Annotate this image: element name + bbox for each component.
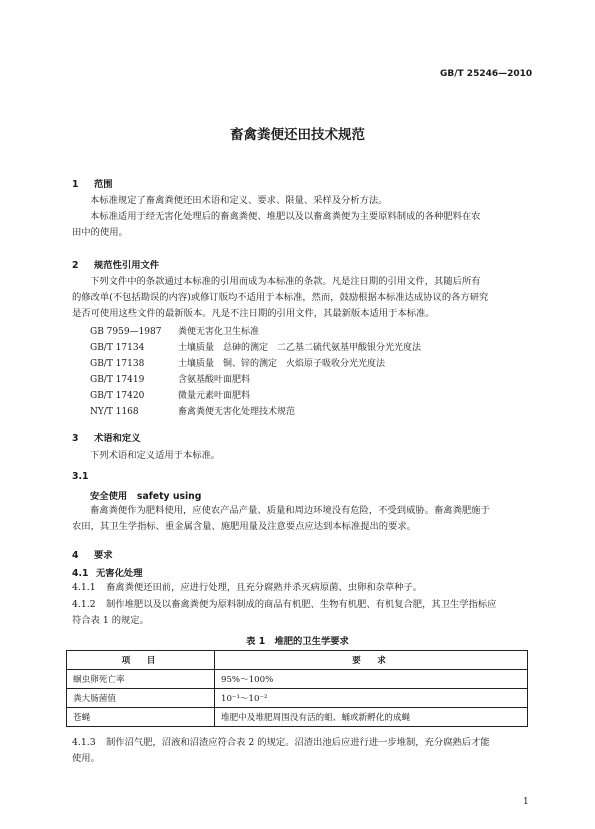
reference-name: 含氨基酸叶面肥料 bbox=[178, 375, 251, 385]
clause-4-1-1-line bbox=[72, 580, 422, 596]
table-cell-requirement: 10⁻¹～10⁻² bbox=[215, 689, 528, 708]
section-3-heading bbox=[72, 430, 141, 444]
table-header-row bbox=[67, 651, 528, 670]
clause-4-1-3-line-2: 使用。 bbox=[72, 753, 100, 764]
section-1-para-1: 本标准规定了畜禽粪便还田术语和定义、要求、限量、采样及分析方法。 bbox=[90, 195, 388, 206]
section-1-heading bbox=[72, 176, 113, 190]
section-2-intro-line-2: 的修改单(不包括勘误的内容)或修订版均不适用于本标准，然而，鼓励根据本标准达成协议的各方研究 bbox=[72, 292, 489, 303]
clause-4-1-2-text: 制作堆肥以及以畜禽粪便为原料制成的商品有机肥、生物有机肥、有机复合肥，其卫生学指标应 bbox=[106, 599, 497, 610]
term-english: safety using bbox=[136, 491, 202, 502]
table-cell-requirement: 95%～100% bbox=[215, 670, 528, 689]
term-chinese: 安全使用 bbox=[90, 491, 128, 502]
table-row bbox=[67, 708, 528, 727]
reference-item bbox=[90, 372, 421, 388]
section-1-body bbox=[72, 193, 480, 241]
clause-4-1-3 bbox=[72, 735, 490, 767]
table-cell-item: 苍蝇 bbox=[67, 708, 215, 727]
section-1-number: 1 bbox=[72, 179, 79, 190]
subsection-4-1-title: 无害化处理 bbox=[96, 568, 143, 579]
reference-item bbox=[90, 404, 421, 420]
term-number: 3.1 bbox=[72, 471, 89, 482]
reference-code: GB/T 17138 bbox=[90, 359, 145, 369]
section-2-title: 规范性引用文件 bbox=[94, 260, 160, 271]
table-cell-requirement: 堆肥中及堆肥周围没有活的蛆、蛹或新孵化的成蝇 bbox=[215, 708, 528, 727]
reference-name: 粪便无害化卫生标准 bbox=[178, 327, 260, 337]
reference-list bbox=[90, 324, 421, 420]
term-definition bbox=[72, 503, 490, 535]
table-row bbox=[67, 670, 528, 689]
table-cell-item: 蛔虫卵死亡率 bbox=[67, 670, 215, 689]
clause-4-1-3-line-1 bbox=[72, 735, 490, 751]
reference-item bbox=[90, 388, 421, 404]
subsection-4-1-number: 4.1 bbox=[72, 568, 89, 579]
section-1-para-2-line-2: 田中的使用。 bbox=[72, 227, 128, 238]
table-header-requirement: 要 求 bbox=[215, 651, 528, 670]
section-3-title: 术语和定义 bbox=[94, 433, 141, 444]
section-3-intro: 下列术语和定义适用于本标准。 bbox=[90, 450, 221, 461]
reference-name: 微量元素叶面肥料 bbox=[178, 391, 251, 401]
clause-4-1-1-number: 4.1.1 bbox=[72, 582, 96, 593]
reference-code: GB/T 17134 bbox=[90, 343, 145, 353]
term-definition-line-2: 农田，其卫生学指标、重金属含量、施肥用量及注意要点应达到本标准提出的要求。 bbox=[72, 521, 416, 532]
reference-code: GB 7959—1987 bbox=[90, 327, 162, 337]
clause-4-1-2 bbox=[72, 597, 496, 629]
reference-item bbox=[90, 324, 421, 340]
clause-4-1-1 bbox=[72, 580, 422, 596]
clause-4-1-1-text: 畜禽粪便还田前，应进行处理，且充分腐熟并杀灭病原菌、虫卵和杂草种子。 bbox=[106, 582, 423, 593]
clause-4-1-2-number: 4.1.2 bbox=[72, 599, 96, 610]
table-cell-item: 粪大肠菌值 bbox=[67, 689, 215, 708]
section-2-intro-line-1: 下列文件中的条款通过本标准的引用而成为本标准的条款。凡是注日期的引用文件，其随后所有 bbox=[90, 276, 481, 287]
term-heading bbox=[90, 488, 201, 502]
reference-name: 畜禽粪便无害化处理技术规范 bbox=[178, 407, 296, 417]
table-header-item: 项 目 bbox=[67, 651, 215, 670]
reference-code: GB/T 17419 bbox=[90, 375, 145, 385]
section-2-number: 2 bbox=[72, 260, 79, 271]
section-2-heading bbox=[72, 257, 159, 271]
subsection-4-1-heading bbox=[72, 565, 143, 579]
section-2-intro-line-3: 是否可使用这些文件的最新版本。凡是不注日期的引用文件，其最新版本适用于本标准。 bbox=[72, 308, 435, 319]
section-4-number: 4 bbox=[72, 550, 79, 561]
reference-name: 土壤质量 铜、锌的测定 火焰原子吸收分光光度法 bbox=[178, 359, 386, 369]
table-1 bbox=[66, 650, 528, 727]
clause-4-1-3-number: 4.1.3 bbox=[72, 737, 96, 748]
section-1-title: 范围 bbox=[94, 179, 113, 190]
table-row bbox=[67, 689, 528, 708]
section-2-body bbox=[72, 274, 488, 322]
page-number: 1 bbox=[523, 797, 529, 807]
reference-item bbox=[90, 356, 421, 372]
section-4-title: 要求 bbox=[94, 550, 113, 561]
standard-number: GB/T 25246—2010 bbox=[440, 69, 533, 79]
table-1-caption: 表 1 堆肥的卫生学要求 bbox=[246, 636, 349, 647]
section-1-para-2-line-1: 本标准适用于经无害化处理后的畜禽粪便、堆肥以及以畜禽粪便为主要原料制成的各种肥料在农 bbox=[90, 211, 481, 222]
clause-4-1-3-text: 制作沼气肥，沼液和沼渣应符合表 2 的规定。沼渣出池后应进行进一步堆制，充分腐熟后才能 bbox=[106, 737, 490, 748]
reference-code: NY/T 1168 bbox=[90, 407, 139, 417]
reference-code: GB/T 17420 bbox=[90, 391, 145, 401]
reference-name: 土壤质量 总砷的测定 二乙基二硫代氨基甲酸银分光光度法 bbox=[178, 343, 422, 353]
clause-4-1-2-line-1 bbox=[72, 597, 496, 613]
section-4-heading bbox=[72, 547, 113, 561]
reference-item bbox=[90, 340, 421, 356]
term-definition-line-1: 畜禽粪便作为肥料使用，应使农产品产量、质量和周边环境没有危险，不受到威胁。畜禽粪肥施于 bbox=[90, 505, 490, 516]
document-title: 畜禽粪便还田技术规范 bbox=[230, 127, 365, 143]
clause-4-1-2-line-2: 符合表 1 的规定。 bbox=[72, 615, 149, 626]
section-3-number: 3 bbox=[72, 433, 79, 444]
